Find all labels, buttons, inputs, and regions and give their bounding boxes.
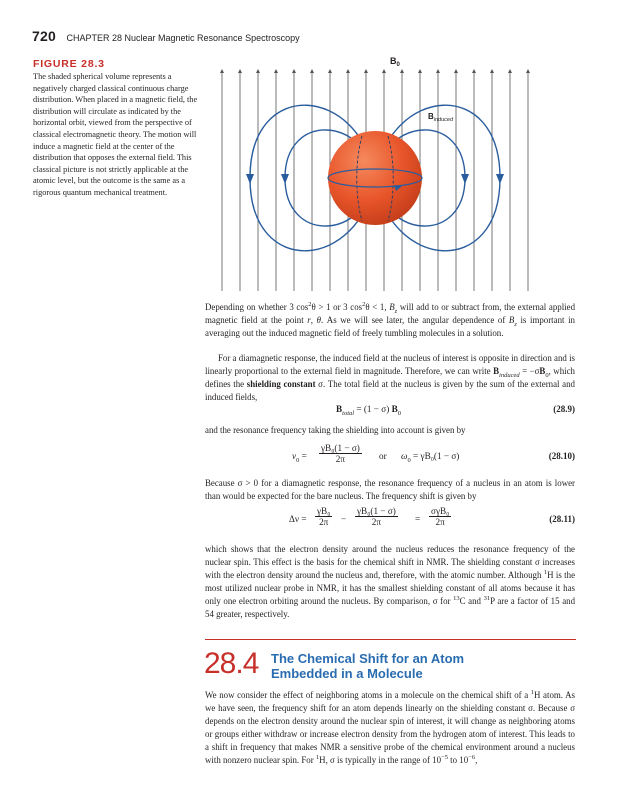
page-number: 720: [32, 28, 56, 44]
equation-28-10: $\nu_0$ = $\frac{\text{γB₀(1 − σ)}}{2\pi}$ or $\omega_0 = \gamma B_0(1 - \sigma)$ (28.10): [292, 443, 575, 464]
figure-label: FIGURE 28.3: [33, 58, 105, 70]
chapter-title: CHAPTER 28 Nuclear Magnetic Resonance Spectroscopy: [66, 33, 300, 43]
binduced-label: $B_{induced}$: [428, 112, 454, 123]
equation-28-11: Δν = $\frac{\text{γB₀}}{2\pi}$ − $\frac{\text{γB₀(1 − σ)}}{2\pi}$ = σγB₀ 2π (28.11): [289, 506, 575, 527]
figure-caption: The shaded spherical volume represents a negatively charged classical continuous charge distribution. When placed in a magnetic field, the distribution will circulate as indicated by the horizontal orbit, viewed from the perspective of classical electromagnetic theory. The motion will induce a magnetic field at the center of the distribution that opposes the external field. This classical picture is not strictly applicable at the atomic level, but the outcome is the same as a rigorous quantum mechanical treatment.: [33, 72, 198, 197]
paragraph-5: which shows that the electron density around the nucleus reduces the resonance frequency of the nuclear spin. This effect is the basis for the chemical shift in NMR. The shielding constant σ increases with the electron density around the nucleus and, therefore, with the atomic number. Although $^1$H is the most utilized nuclear probe in NMR, it has the smallest shielding constant of all atoms because it has only one electron orbiting around the nucleus. By comparison, σ for $^{13}$C and $^{31}$P are a factor of 15 and 54 greater, respectively.: [205, 544, 576, 619]
magnetic-field-figure: [210, 46, 540, 296]
paragraph-3: and the resonance frequency taking the shielding into account is given by: [205, 425, 466, 435]
equation-number-28-10: (28.10): [548, 451, 575, 461]
equation-number-28-11: (28.11): [549, 514, 575, 524]
section-number: 28.4: [204, 647, 259, 680]
equation-number-28-9: (28.9): [553, 404, 575, 414]
paragraph-6: We now consider the effect of neighboring atoms in a molecule on the chemical shift of a $^1$H atom. As we have seen, the frequency shift for an atom depends linearly on the shielding constant σ. Because σ depends on the electron density around the nuclear spin of interest, it will change as neighboring atoms or groups either withdraw or increase electron density from the hydrogen atom of interest. This leads to a shift in frequency that makes NMR a sensitive probe of the chemical environment around a nucleus with nonzero nuclear spin. For $^1$H, σ is typically in the range of $10^{-5}$ to $10^{-6}$,: [205, 689, 575, 765]
running-header: [32, 28, 300, 44]
paragraph-1: Depending on whether 3 $\cos^2\theta > 1$ or 3 $\cos^2\theta < 1$, $B_z$ will add to or subtract from, the external applied magnetic field at the point r, θ. As we will see later, the angular dependence of $B_z$ is important in averaging out the induced magnetic field of freely tumbling molecules in a solution.: [205, 301, 576, 338]
section-title: The Chemical Shift for an Atom Embedded in a Molecule: [271, 651, 465, 681]
paragraph-4: Because σ > 0 for a diamagnetic response, the resonance frequency of a nucleus in an atom is lower than would be expected for the bare nucleus. The frequency shift is given by: [205, 478, 575, 501]
charge-sphere: [328, 131, 422, 225]
section-divider: [205, 639, 576, 640]
paragraph-2: For a diamagnetic response, the induced field at the nucleus of interest is opposite in direction and is linearly proportional to the external field in magnitude. Therefore, we can write $B_{induced} = -\sigma B_0$, which defines the shielding constant σ. The total field at the nucleus is given by the sum of the external and induced fields,: [205, 353, 575, 402]
b0-label: $B_0$: [390, 56, 400, 68]
